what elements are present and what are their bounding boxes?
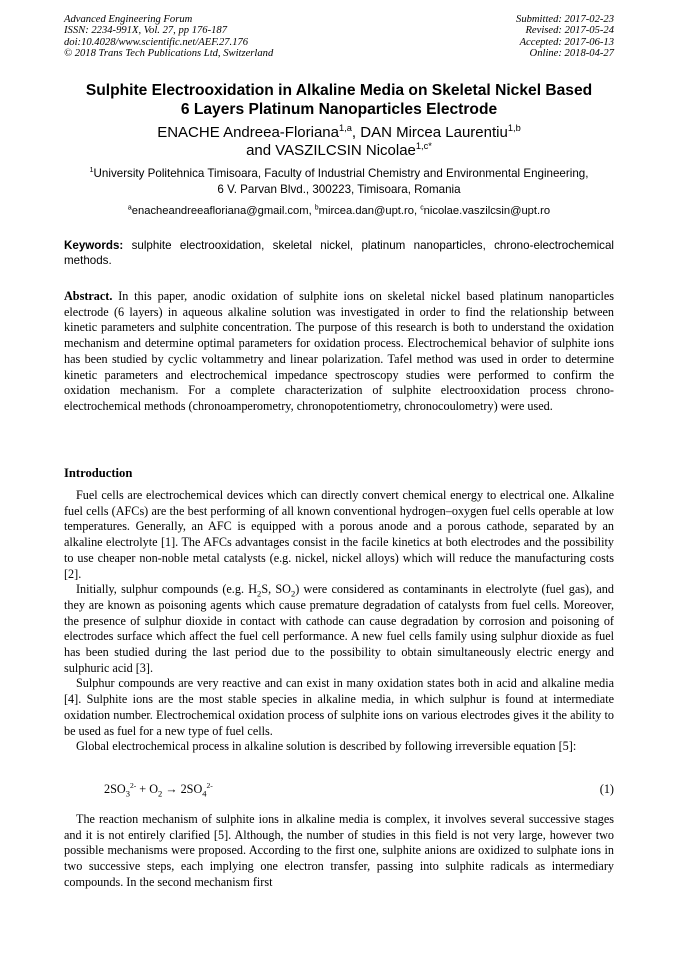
author-emails [40, 204, 638, 218]
author-2-sup: 1,b [507, 123, 521, 133]
equation-subscript: 2 [158, 788, 163, 799]
submission-dates [516, 14, 614, 60]
equation-subscript: 3 [125, 788, 130, 799]
equation-term: 2SO [180, 782, 203, 796]
affiliation-line-2: 6 V. Parvan Blvd., 300223, Timisoara, Romania [217, 182, 461, 196]
email-a-sup: a [127, 204, 132, 212]
abstract-text: In this paper, anodic oxidation of sulphite ions on skeletal nickel based platinum nanoparticles electrode (6 layers) in aqueous alkaline solution was investigated in order to find the relationship between kinetic parameters and sulphite concentration. The purpose of this research is both to understand the oxidation mechanism and determine optimal parameters for oxidation process. Electrochemical behavior of sulphite ions has been studied by cyclic voltammetry and linear polarization. Tafel method was used in order to determine kinetic parameters and electrochemical impedance spectroscopy studies were performed to confirm the oxidation mechanism. For a complete characterization of sulphite electrooxidation process chrono-electrochemical methods (chronoamperometry, chronopotentiometry, chronocoulometry) were used. [64, 289, 614, 413]
abstract-label: Abstract. [64, 289, 113, 303]
email-b[interactable]: mircea.dan@upt.ro, [318, 205, 421, 217]
introduction-body [64, 488, 614, 755]
author-1-sup: 1,a [338, 123, 352, 133]
keywords-label: Keywords: [64, 239, 124, 252]
title-line-1: Sulphite Electrooxidation in Alkaline Media on Skeletal Nickel Based [85, 82, 593, 99]
author-list [40, 124, 638, 160]
paragraph: Fuel cells are electrochemical devices which can directly convert chemical energy to electrical one. Alkaline fuel cells (AFCs) are the best performing of all known conventional hydrogen–oxygen fuel cells operable at low temperatures. Generally, an AFC is equipped with a porous anode and a porous cathode, separated by an alkaline electrolyte [1]. The AFCs advantages consist in the facile kinetics at both electrodes and the possibility to use cheaper non-noble metal catalysts (e.g. nickel, nickel alloys) which will reduce the manufacturing costs [2]. [64, 488, 614, 581]
author-3-sup: 1,c* [415, 141, 432, 151]
paragraph [64, 582, 614, 676]
email-c-sup: c [420, 204, 424, 212]
paragraph: Global electrochemical process in alkaline solution is described by following irreversible equation [5]: [76, 739, 577, 754]
introduction-body-continued [64, 812, 614, 891]
author-2: DAN Mircea Laurentiu [360, 124, 508, 141]
email-b-sup: b [314, 204, 319, 212]
date-online: Online: 2018-04-27 [529, 48, 614, 60]
paper-title [40, 82, 638, 119]
email-c[interactable]: nicolae.vaszilcsin@upt.ro [423, 205, 551, 217]
subscript: 2 [290, 588, 296, 599]
equation-1 [104, 782, 614, 797]
affiliation [40, 166, 638, 197]
equation-superscript: 2- [206, 780, 213, 790]
affiliation-line-1: University Politehnica Timisoara, Faculty of Industrial Chemistry and Environmental Engineering, [93, 167, 589, 180]
equation-term: + O [136, 782, 159, 796]
abstract [64, 289, 614, 415]
date-revised: Revised: 2017-05-24 [525, 25, 614, 37]
author-separator: , [351, 124, 361, 141]
author-and: and [246, 142, 276, 159]
paragraph-text: Initially, sulphur compounds (e.g. H [76, 582, 258, 597]
equation-arrow: → [162, 782, 181, 796]
keywords-text: sulphite electrooxidation, skeletal nickel, platinum nanoparticles, chrono-electrochemical methods. [64, 239, 614, 268]
journal-issn: ISSN: 2234-991X, Vol. 27, pp 176-187 [64, 25, 228, 37]
journal-name: Advanced Engineering Forum [64, 14, 193, 25]
author-3: VASZILCSIN Nicolae [275, 142, 416, 159]
journal-info [64, 14, 273, 60]
equation-term: 2SO [104, 782, 126, 796]
equation-number: (1) [599, 782, 614, 796]
subscript: 2 [257, 588, 262, 599]
equation-subscript: 4 [202, 788, 207, 799]
keywords [64, 238, 614, 269]
email-a[interactable]: enacheandreeafloriana@gmail.com, [131, 205, 315, 217]
paragraph: Sulphur compounds are very reactive and can exist in many oxidation states both in acid and alkaline media [4]. Sulphite ions are the most stable species in alkaline media, in which sulphur is found at intermediate oxidation number. Electrochemical oxidation process of sulphite ions on various electrodes gives it the ability to be used as fuel for a new type of fuel cells. [64, 676, 614, 738]
paragraph: The reaction mechanism of sulphite ions in alkaline media is complex, it involves several successive stages and it is not entirely clarified [5]. Although, the number of studies in this field is not very large, however two possible mechanisms were proposed. According to the first one, sulphite anions are oxidized to sulphate ions in two successive steps, each implying one electron transfer, passing into sulphite radicals as intermediary compounds. In the second mechanism first [64, 812, 614, 889]
paragraph-text: S, SO [261, 582, 291, 597]
date-accepted: Accepted: 2017-06-13 [519, 36, 614, 48]
journal-doi: doi:10.4028/www.scientific.net/AEF.27.176 [64, 36, 249, 48]
paragraph-text: ) were considered as contaminants in electrolyte (fuel gas), and they are known as poisoning agents which cause premature degradation of catalysts from fuel cells. Moreover, the presence of sulphur dioxide in contact with cathode can cause degradation by corrosion and poisoning of electrodes surface which affect the fuel cell performance. A new fuel cells family using sulphur dioxide as fuel has been studied during the last period due to the possibility to obtain simultaneously electric energy and sulphuric acid [3]. [64, 582, 614, 675]
author-1: ENACHE Andreea-Floriana [157, 124, 339, 141]
affiliation-sup: 1 [89, 165, 94, 175]
section-heading-introduction: Introduction [64, 466, 133, 480]
title-line-2: 6 Layers Platinum Nanoparticles Electrode [180, 100, 498, 118]
journal-copyright: © 2018 Trans Tech Publications Ltd, Switzerland [64, 48, 274, 60]
equation-superscript: 2- [129, 780, 137, 790]
date-submitted: Submitted: 2017-02-23 [516, 14, 614, 25]
